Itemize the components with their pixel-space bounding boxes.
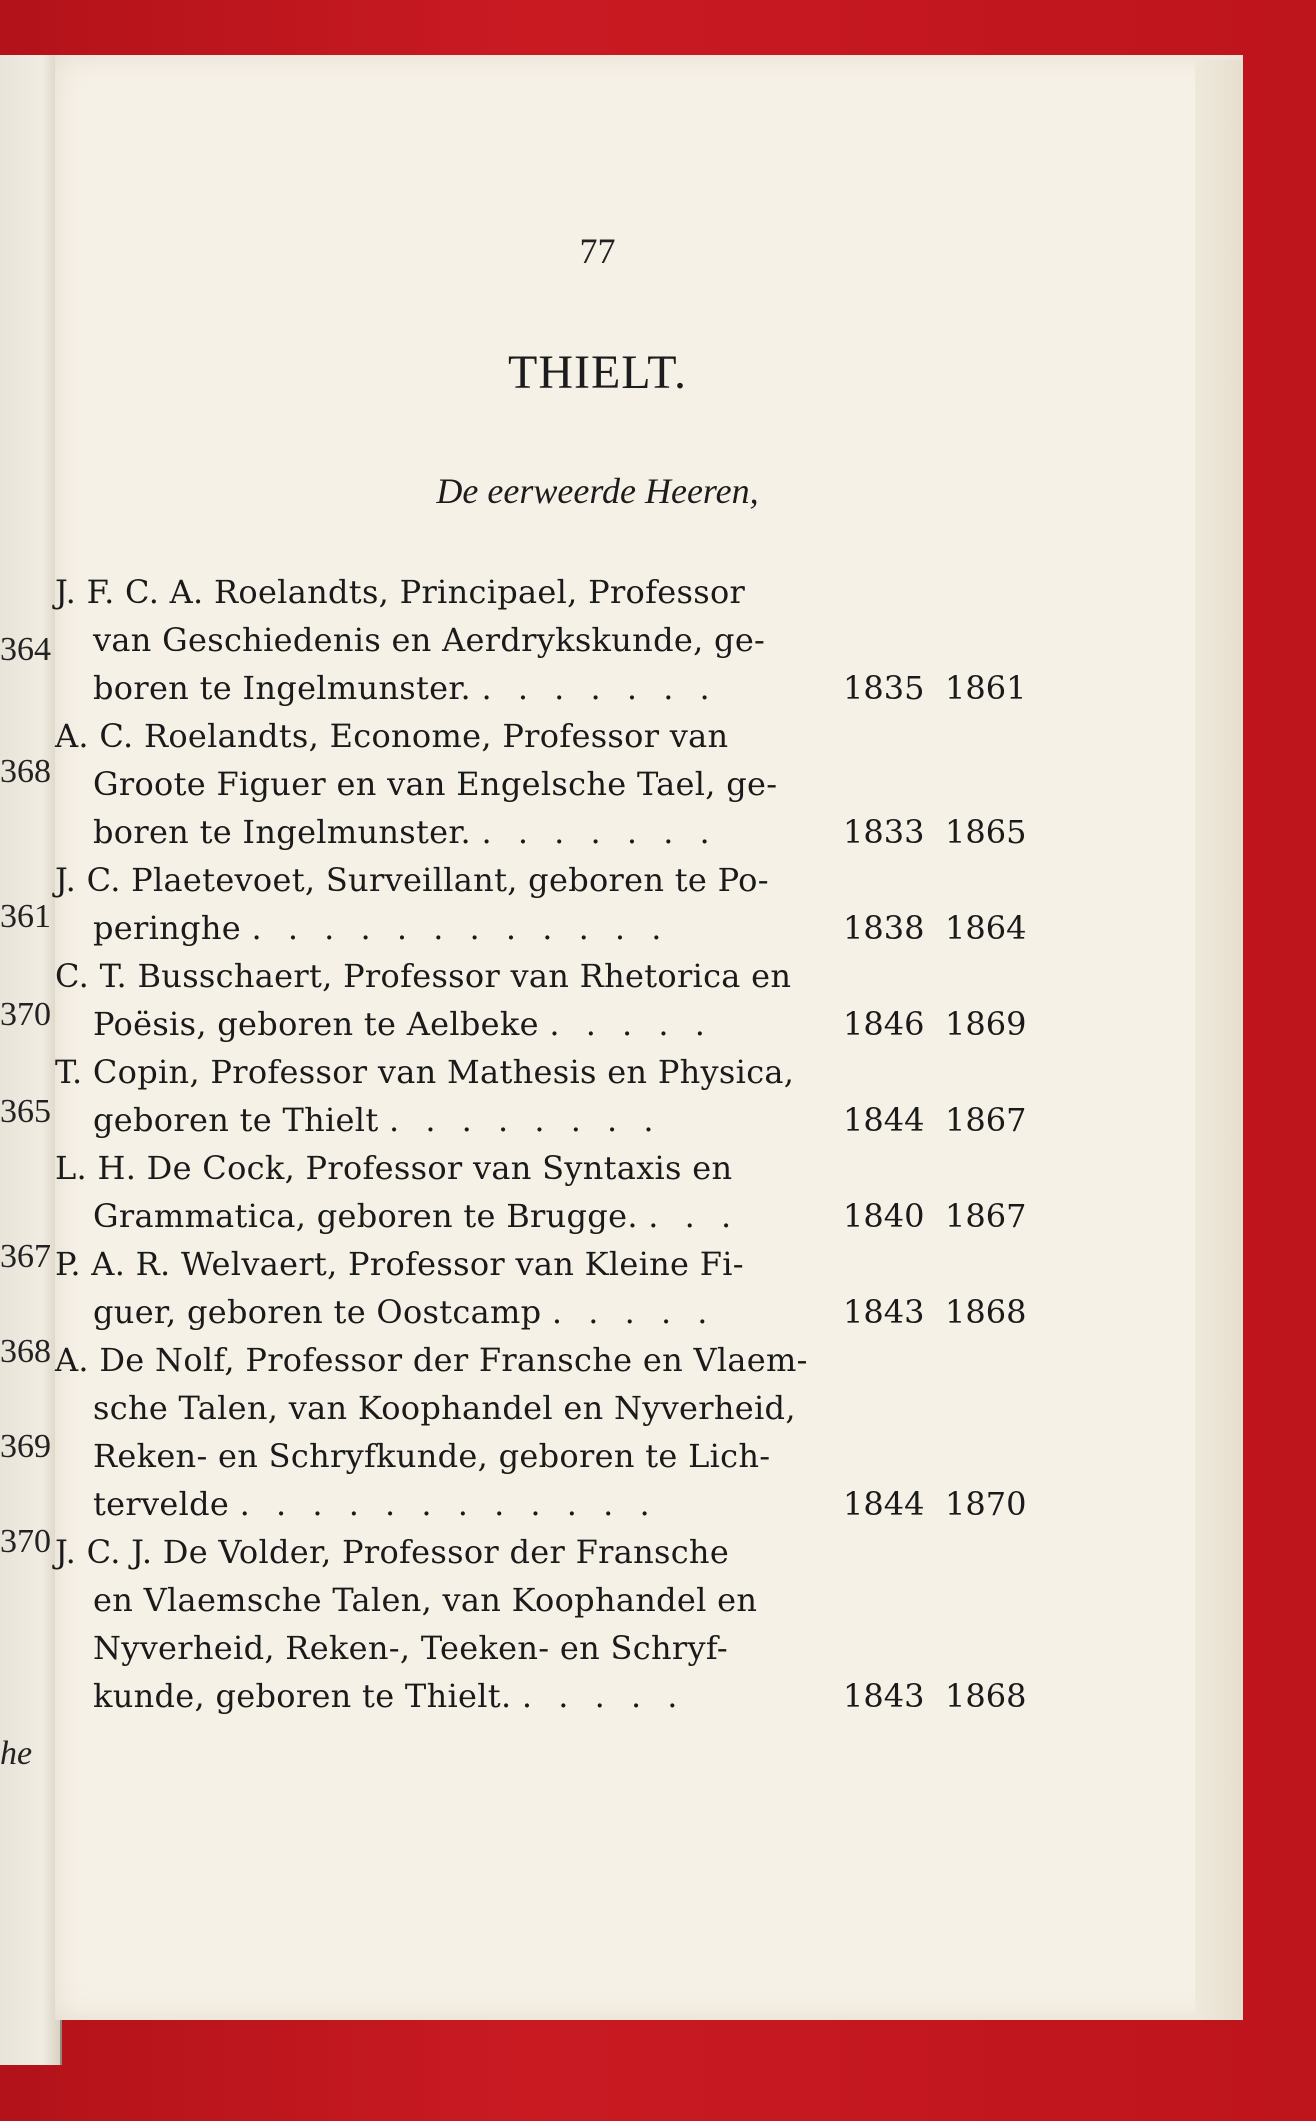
- left-margin-fragment: he: [0, 1735, 33, 1772]
- birth-year: 1846: [843, 1005, 925, 1043]
- entry-line: P. A. R. Welvaert, Professor van Kleine Fi-: [55, 1245, 744, 1283]
- entry-text: Grammatica, geboren te Brugge.: [93, 1197, 638, 1235]
- birth-year: 1843: [843, 1293, 925, 1331]
- entry-line: J. F. C. A. Roelandts, Principael, Professor: [55, 573, 746, 611]
- entry-text: kunde, geboren te Thielt.: [93, 1677, 512, 1715]
- entry-text: tervelde: [93, 1485, 230, 1523]
- entry-line: [93, 810, 718, 854]
- leader-dots: . . . . .: [521, 1677, 686, 1715]
- appointment-year: 1870: [945, 1485, 1027, 1523]
- entry-line: T. Copin, Professor van Mathesis en Physica,: [55, 1053, 795, 1091]
- left-margin-fragment: 364: [0, 631, 51, 668]
- appointment-year: 1869: [945, 1005, 1027, 1043]
- entry-text: geboren te Thielt: [93, 1101, 379, 1139]
- leader-dots: . . . . . . .: [481, 813, 718, 851]
- entry-text: peringhe: [93, 909, 241, 947]
- leader-dots: . . . . .: [549, 1005, 713, 1043]
- entry-line: L. H. De Cock, Professor van Syntaxis en: [55, 1149, 733, 1187]
- left-margin-fragment: 370: [0, 1523, 51, 1560]
- page-subtitle: De eerweerde Heeren,: [436, 471, 759, 511]
- entry-line: van Geschiedenis en Aerdrykskunde, ge-: [93, 621, 766, 659]
- left-margin-fragment: 370: [0, 996, 51, 1033]
- entry-line: A. De Nolf, Professor der Fransche en Vlaem-: [55, 1341, 808, 1379]
- leader-dots: . . . . . . .: [481, 669, 718, 707]
- leader-dots: . . .: [648, 1197, 740, 1235]
- left-margin-fragment: 368: [0, 753, 51, 790]
- appointment-year: 1864: [945, 909, 1027, 947]
- birth-year: 1844: [843, 1485, 925, 1523]
- birth-year: 1835: [843, 669, 925, 707]
- entry-line: Groote Figuer en van Engelsche Tael, ge-: [93, 765, 778, 803]
- birth-year: 1833: [843, 813, 925, 851]
- entry-line: [93, 1674, 685, 1718]
- entry-text: guer, geboren te Oostcamp: [93, 1293, 542, 1331]
- entry-line: Nyverheid, Reken-, Teeken- en Schryf-: [93, 1629, 728, 1667]
- entry-line: [93, 1194, 739, 1238]
- entry-line: sche Talen, van Koophandel en Nyverheid,: [93, 1389, 796, 1427]
- entry-line: C. T. Busschaert, Professor van Rhetorica en: [55, 957, 792, 995]
- appointment-year: 1868: [945, 1677, 1027, 1715]
- entry-line: [93, 1290, 715, 1334]
- appointment-year: 1868: [945, 1293, 1027, 1331]
- left-margin-fragment: 368: [0, 1333, 51, 1370]
- left-margin-fragment: 367: [0, 1238, 51, 1275]
- birth-year: 1838: [843, 909, 925, 947]
- left-margin-fragment: 369: [0, 1428, 51, 1465]
- appointment-year: 1865: [945, 813, 1027, 851]
- book-page: [55, 55, 1243, 2020]
- leader-dots: . . . . .: [551, 1293, 716, 1331]
- leader-dots: . . . . . . . . . . . .: [239, 1485, 658, 1523]
- entry-text: boren te Ingelmunster.: [93, 669, 471, 707]
- entry-text: boren te Ingelmunster.: [93, 813, 471, 851]
- appointment-year: 1861: [945, 669, 1027, 707]
- leader-dots: . . . . . . . .: [388, 1101, 662, 1139]
- appointment-year: 1867: [945, 1197, 1027, 1235]
- entry-line: [93, 906, 669, 950]
- entry-line: [93, 1002, 713, 1046]
- page-stack-edge: [1195, 60, 1243, 2020]
- entry-line: [93, 1098, 662, 1142]
- entry-line: A. C. Roelandts, Econome, Professor van: [55, 717, 729, 755]
- page-number: 77: [579, 231, 616, 271]
- entry-line: J. C. J. De Volder, Professor der Fransche: [55, 1533, 730, 1571]
- entry-line: [93, 1482, 658, 1526]
- entry-line: en Vlaemsche Talen, van Koophandel en: [93, 1581, 758, 1619]
- appointment-year: 1867: [945, 1101, 1027, 1139]
- leader-dots: . . . . . . . . . . . .: [251, 909, 670, 947]
- entry-text: Poësis, geboren te Aelbeke: [93, 1005, 539, 1043]
- birth-year: 1844: [843, 1101, 925, 1139]
- entry-line: [93, 666, 718, 710]
- entry-line: Reken- en Schryfkunde, geboren te Lich-: [93, 1437, 771, 1475]
- entry-line: J. C. Plaetevoet, Surveillant, geboren te Po-: [55, 861, 769, 899]
- left-page-edge: [0, 55, 62, 2065]
- left-margin-fragment: 361: [0, 898, 51, 935]
- page-title: THIELT.: [508, 346, 687, 399]
- birth-year: 1840: [843, 1197, 925, 1235]
- birth-year: 1843: [843, 1677, 925, 1715]
- left-margin-fragment: 365: [0, 1093, 51, 1130]
